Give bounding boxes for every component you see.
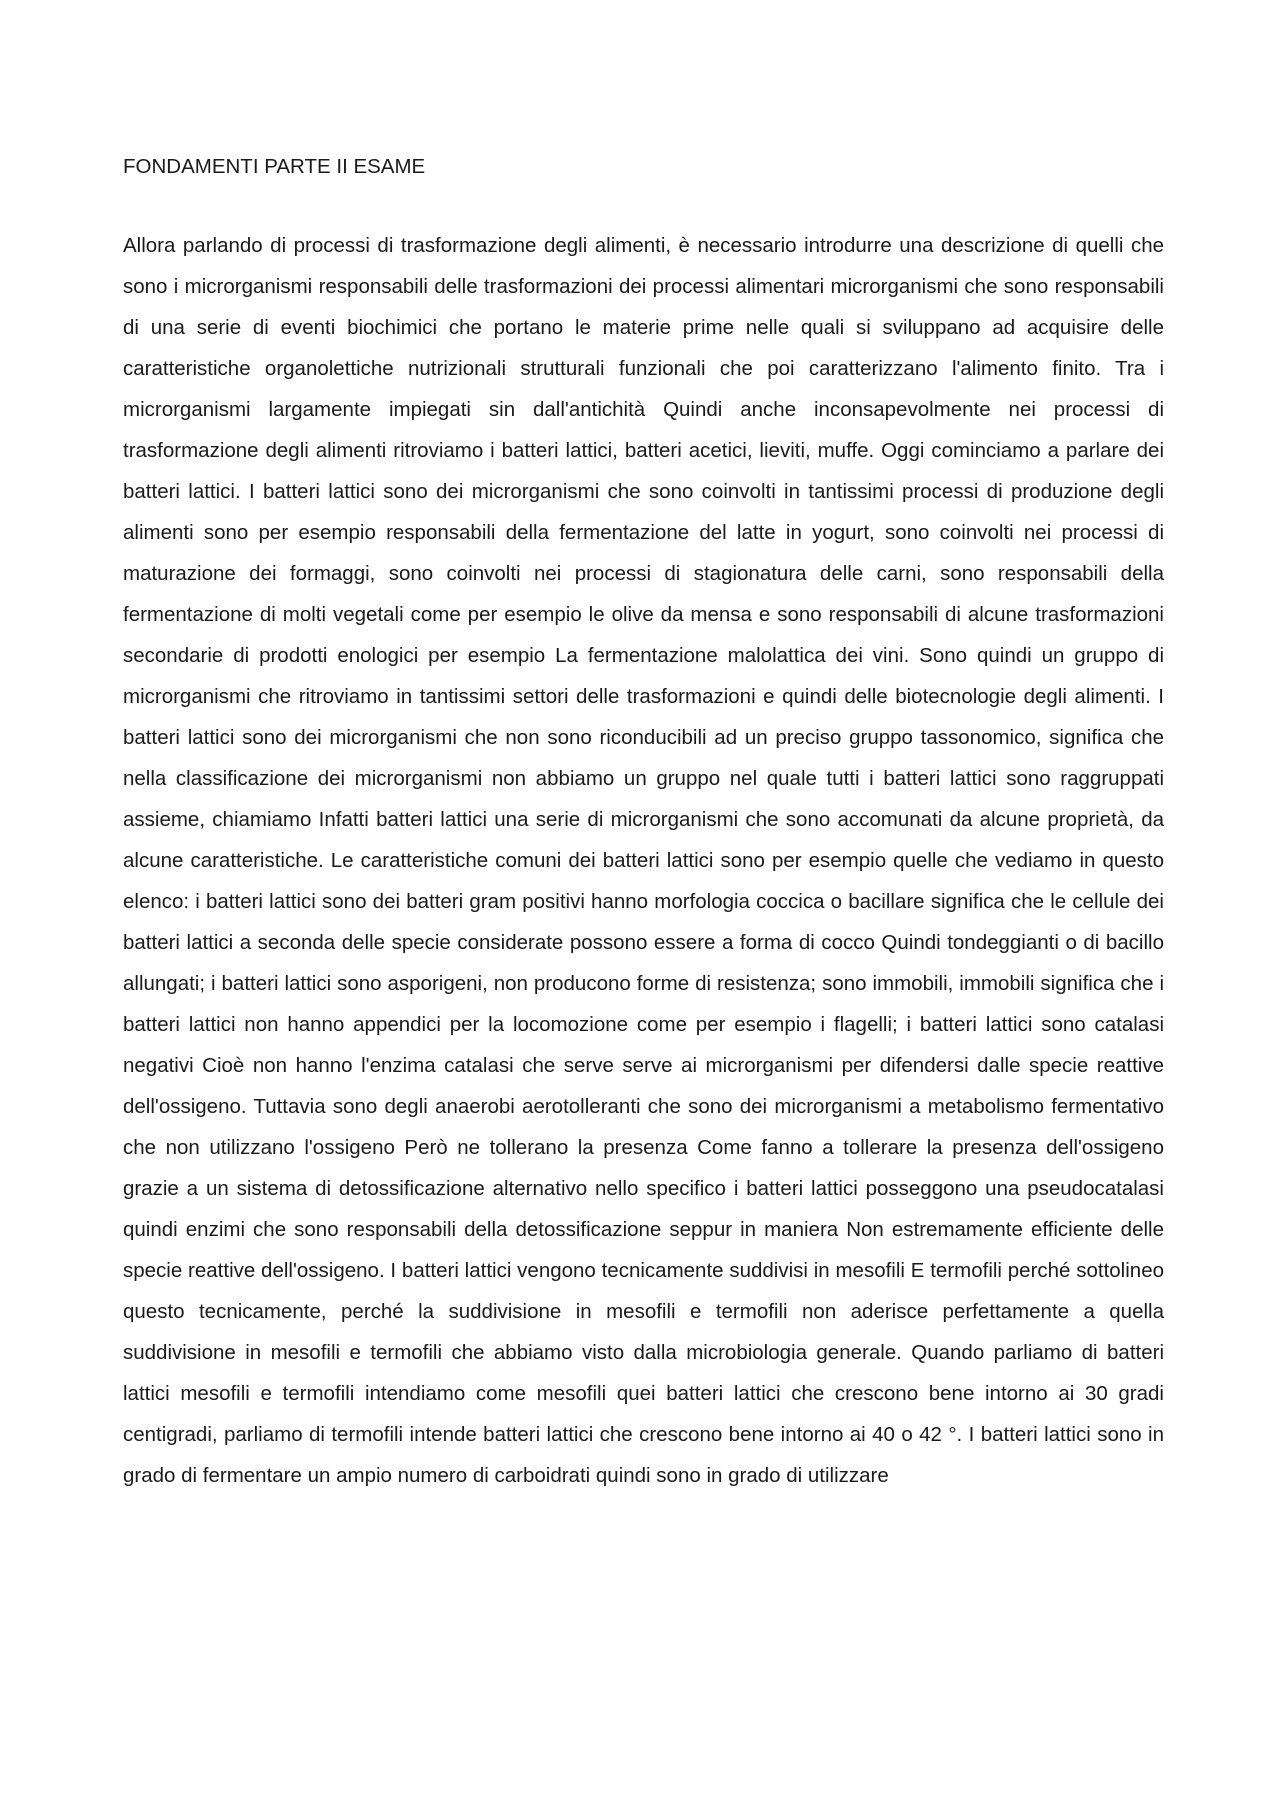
document-title: FONDAMENTI PARTE II ESAME bbox=[123, 155, 426, 178]
document-body-paragraph: Allora parlando di processi di trasformazione degli alimenti, è necessario introdurre una descrizione di quelli che sono i microrganismi responsabili delle trasformazioni dei processi alimentari microrganismi che sono responsabili di una serie di eventi biochimici che portano le materie prime nelle quali si sviluppano ad acquisire delle caratteristiche organolettiche nutrizionali strutturali funzionali che poi caratterizzano l'alimento finito. Tra i microrganismi largamente impiegati sin dall'antichità Quindi anche inconsapevolmente nei processi di trasformazione degli alimenti ritroviamo i batteri lattici, batteri acetici, lieviti, muffe. Oggi cominciamo a parlare dei batteri lattici. I batteri lattici sono dei microrganismi che sono coinvolti in tantissimi processi di produzione degli alimenti sono per esempio responsabili della fermentazione del latte in yogurt, sono coinvolti nei processi di maturazione dei formaggi, sono coinvolti nei processi di stagionatura delle carni, sono responsabili della fermentazione di molti vegetali come per esempio le olive da mensa e sono responsabili di alcune trasformazioni secondarie di prodotti enologici per esempio La fermentazione malolattica dei vini. Sono quindi un gruppo di microrganismi che ritroviamo in tantissimi settori delle trasformazioni e quindi delle biotecnologie degli alimenti. I batteri lattici sono dei microrganismi che non sono riconducibili ad un preciso gruppo tassonomico, significa che nella classificazione dei microrganismi non abbiamo un gruppo nel quale tutti i batteri lattici sono raggruppati assieme, chiamiamo Infatti batteri lattici una serie di microrganismi che sono accomunati da alcune proprietà, da alcune caratteristiche. Le caratteristiche comuni dei batteri lattici sono per esempio quelle che vediamo in questo elenco: i batteri lattici sono dei batteri gram positivi hanno morfologia coccica o bacillare significa che le cellule dei batteri lattici a seconda delle specie considerate possono essere a forma di cocco Quindi tondeggianti o di bacillo allungati; i batteri lattici sono asporigeni, non producono forme di resistenza; sono immobili, immobili significa che i batteri lattici non hanno appendici per la locomozione come per esempio i flagelli; i batteri lattici sono catalasi negativi Cioè non hanno l'enzima catalasi che serve serve ai microrganismi per difendersi dalle specie reattive dell'ossigeno. Tuttavia sono degli anaerobi aerotolleranti che sono dei microrganismi a metabolismo fermentativo che non utilizzano l'ossigeno Però ne tollerano la presenza Come fanno a tollerare la presenza dell'ossigeno grazie a un sistema di detossificazione alternativo nello specifico i batteri lattici posseggono una pseudocatalasi quindi enzimi che sono responsabili della detossificazione seppur in maniera Non estremamente efficiente delle specie reattive dell'ossigeno. I batteri lattici vengono tecnicamente suddivisi in mesofili E termofili perché sottolineo questo tecnicamente, perché la suddivisione in mesofili e termofili non aderisce perfettamente a quella suddivisione in mesofili e termofili che abbiamo visto dalla microbiologia generale. Quando parliamo di batteri lattici mesofili e termofili intendiamo come mesofili quei batteri lattici che crescono bene intorno ai 30 gradi centigradi, parliamo di termofili intende batteri lattici che crescono bene intorno ai 40 o 42 °. I batteri lattici sono in grado di fermentare un ampio numero di carboidrati quindi sono in grado di utilizzare bbox=[123, 234, 1164, 1487]
